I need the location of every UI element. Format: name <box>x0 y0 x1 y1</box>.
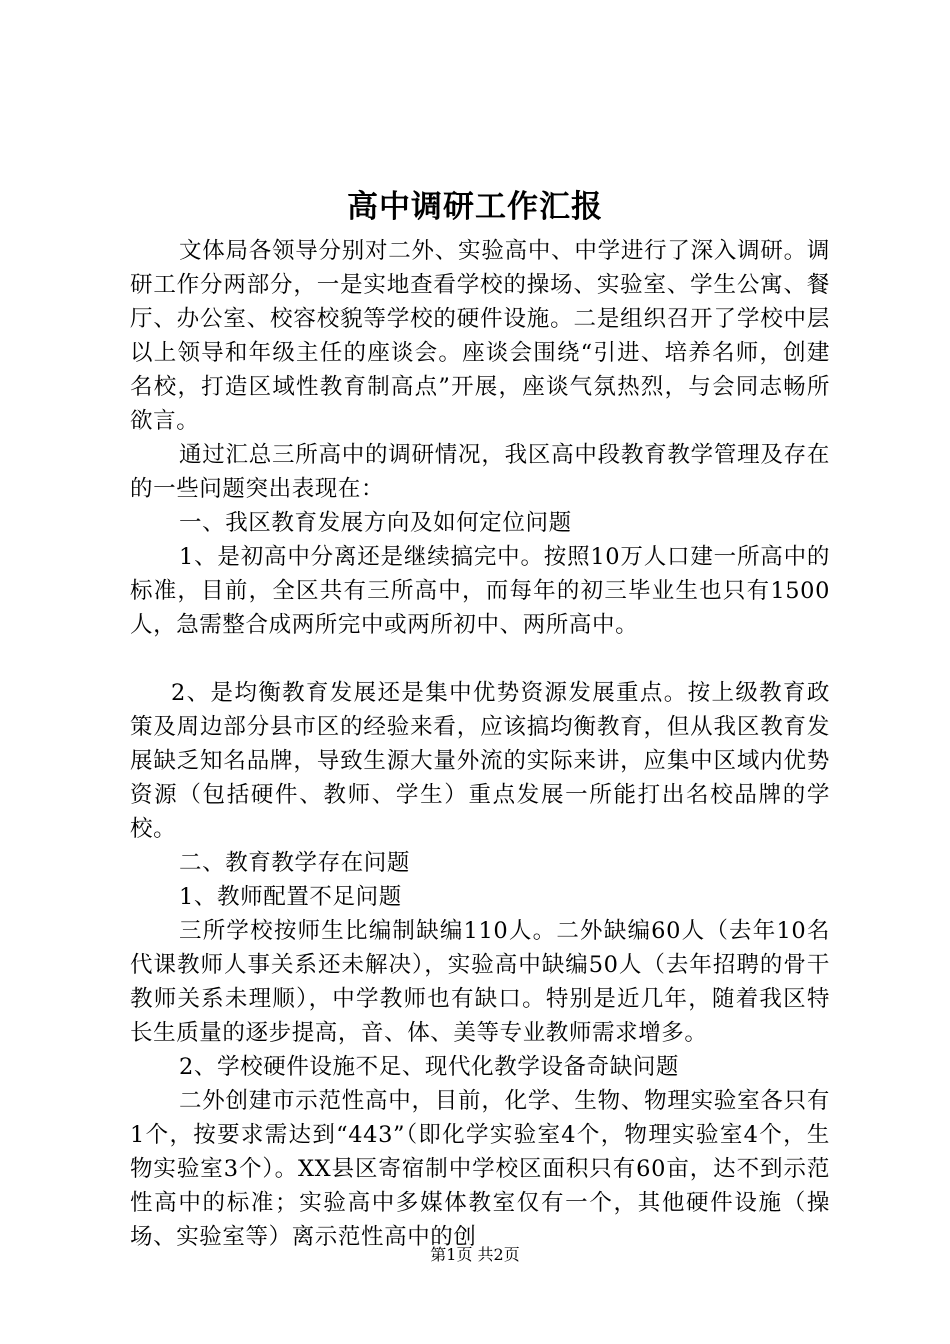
paragraph-summary: 通过汇总三所高中的调研情况，我区高中段教育教学管理及存在的一些问题突出表现在： <box>130 442 830 502</box>
page-footer: 第1页 共2页 <box>430 1245 520 1264</box>
section-heading-2: 二、教育教学存在问题 <box>179 850 411 876</box>
paragraph-teachers: 三所学校按师生比编制缺编110人。二外缺编60人（去年10名代课教师人事关系还未解决），实验高中缺编50人（去年招聘的骨干教师关系未理顺），中学教师也有缺口。特别是近几年，随着我区特长生质量的逐步提高，音、体、美等专业教师需求增多。 <box>130 918 830 1046</box>
paragraph-facilities: 二外创建市示范性高中，目前，化学、生物、物理实验室各只有1个，按要求需达到“443”（即化学实验室4个，物理实验室4个，生物实验室3个）。XX县区寄宿制中学校区面积只有60亩，达不到示范性高中的标准；实验高中多媒体教室仅有一个，其他硬件设施（操场、实验室等）离示范性高中的创 <box>130 1088 830 1250</box>
subheading-2-2: 2、学校硬件设施不足、现代化教学设备奇缺问题 <box>179 1054 680 1080</box>
document-body <box>130 234 830 1254</box>
subheading-2-1: 1、教师配置不足问题 <box>179 884 402 910</box>
paragraph-item-1-2: 2、是均衡教育发展还是集中优势资源发展重点。按上级教育政策及周边部分县市区的经验来看，应该搞均衡教育，但从我区教育发展缺乏知名品牌，导致生源大量外流的实际来讲，应集中区域内优势资源（包括硬件、教师、学生）重点发展一所能打出名校品牌的学校。 <box>130 680 830 842</box>
paragraph-item-1-1: 1、是初高中分离还是继续搞完中。按照10万人口建一所高中的标准，目前，全区共有三所高中，而每年的初三毕业生也只有1500人，急需整合成两所完中或两所初中、两所高中。 <box>130 544 830 638</box>
section-heading-1: 一、我区教育发展方向及如何定位问题 <box>179 510 572 536</box>
paragraph-intro: 文体局各领导分别对二外、实验高中、中学进行了深入调研。调研工作分两部分，一是实地查看学校的操场、实验室、学生公寓、餐厅、办公室、校容校貌等学校的硬件设施。二是组织召开了学校中层以上领导和年级主任的座谈会。座谈会围绕“引进、培养名师，创建名校，打造区域性教育制高点”开展，座谈气氛热烈，与会同志畅所欲言。 <box>130 238 830 434</box>
document-title: 高中调研工作汇报 <box>347 189 603 225</box>
blank-line <box>130 642 830 676</box>
